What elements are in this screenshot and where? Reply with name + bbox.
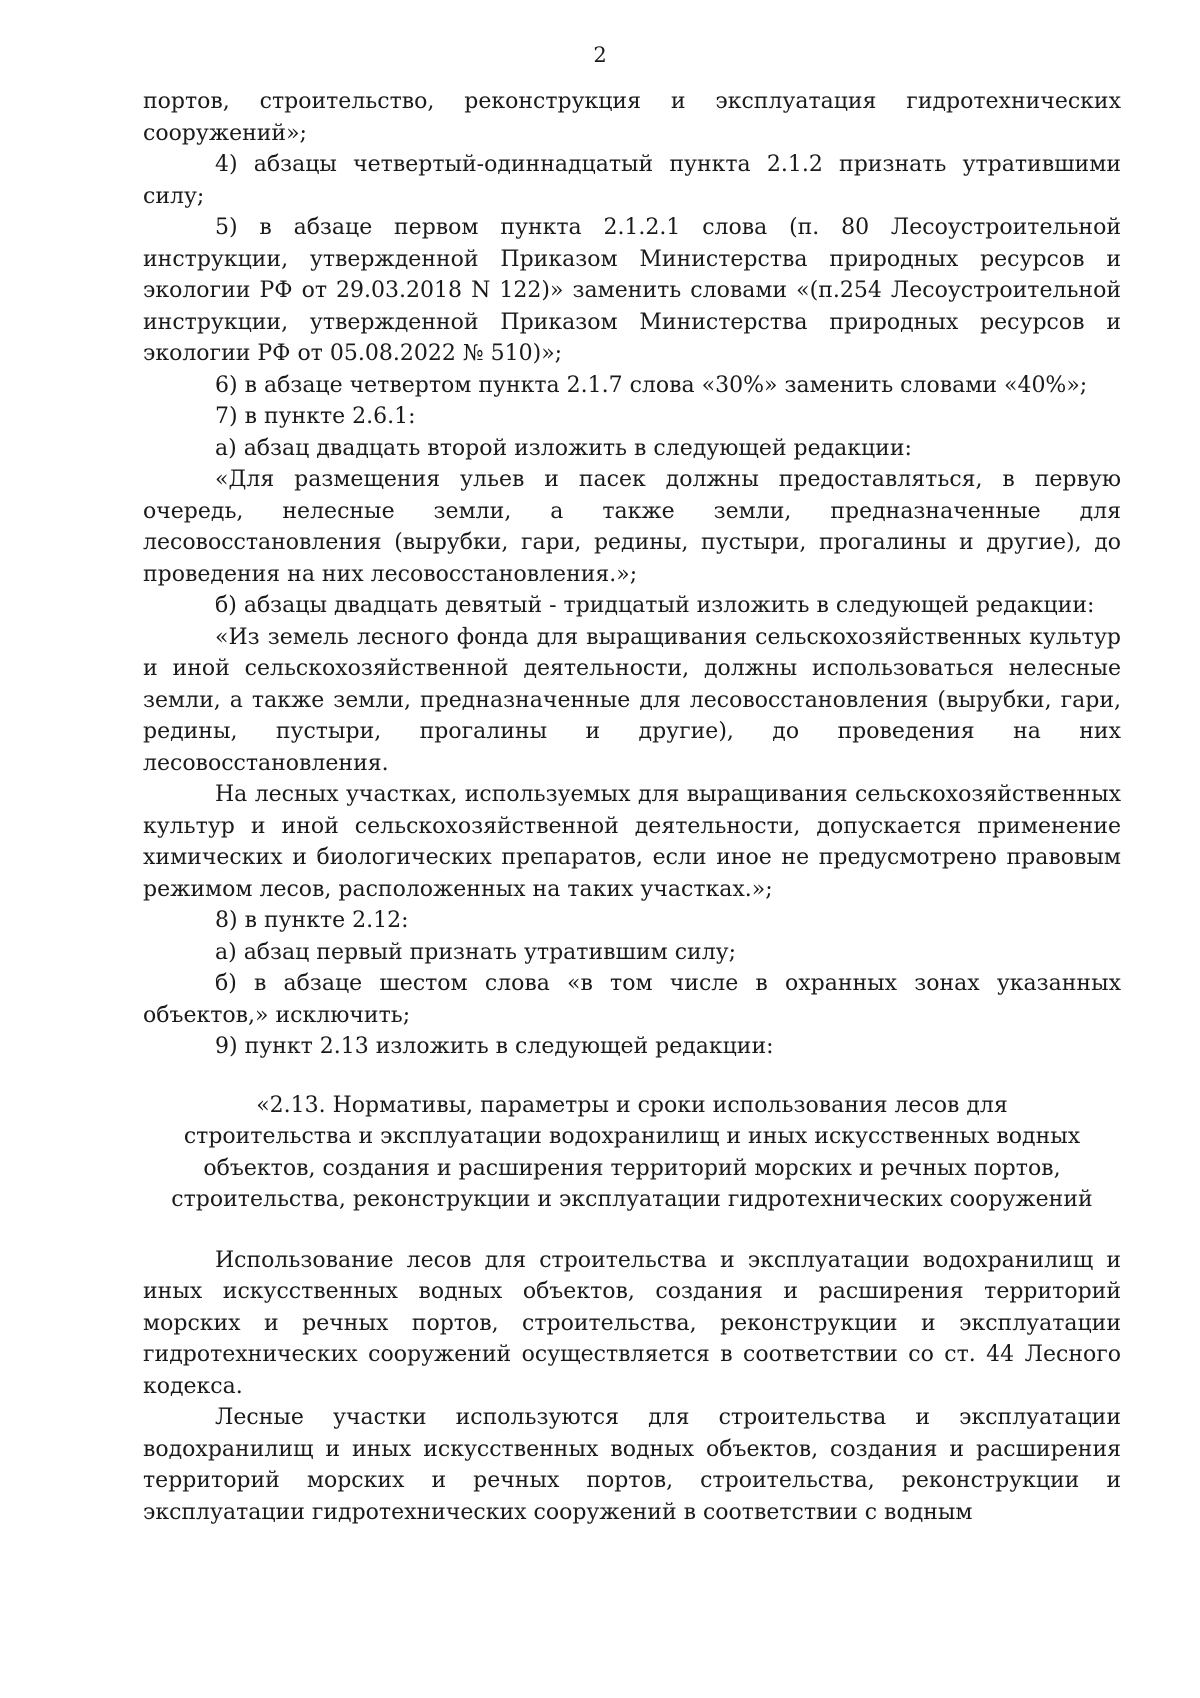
paragraph-item-4: 4) абзацы четвертый-одиннадцатый пункта 2.1.2 признать утратившими силу; [143, 152, 1121, 209]
paragraph-item-7a: а) абзац двадцать второй изложить в следующей редакции: [215, 435, 912, 461]
section-heading-line: объектов, создания и расширения территорий морских и речных портов, [203, 1155, 1061, 1181]
paragraph-item-7b: б) абзацы двадцать девятый - тридцатый изложить в следующей редакции: [215, 593, 1095, 618]
paragraph-quote-agriculture: «Из земель лесного фонда для выращивания сельскохозяйственных культур и иной сельскохозяйственной деятельности, должны использоваться нелесные земли, а также земли, предназначенные для лесовосстановления (вырубки, гари, редины, пустыри, прогалины и другие), до проведения на них лесовосстановления. [143, 624, 1121, 776]
paragraph-item-8a: а) абзац первый признать утратившим силу; [215, 939, 737, 965]
section-heading-line: «2.13. Нормативы, параметры и сроки использования лесов для [256, 1092, 1008, 1118]
section-heading-line: строительства и эксплуатации водохранилищ и иных искусственных водных [183, 1124, 1081, 1149]
paragraph-item-5: 5) в абзаце первом пункта 2.1.2.1 слова (п. 80 Лесоустроительной инструкции, утвержденной Приказом Министерства природных ресурсов и экологии РФ от 29.03.2018 N 122)» заменить словами «(п.254 Лесоустроительной инструкции, утвержденной Приказом Министерства природных ресурсов и экологии РФ от 05.08.2022 № 510)»; [143, 215, 1121, 366]
paragraph-quote-chemicals: На лесных участках, используемых для выращивания сельскохозяйственных культур и иной сельскохозяйственной деятельности, допускается применение химических и биологических препаратов, если иное не предусмотрено правовым режимом лесов, расположенных на таких участках.»; [143, 782, 1121, 902]
spacer [143, 1216, 1121, 1245]
section-paragraph-usage: Использование лесов для строительства и эксплуатации водохранилищ и иных искусственных водных объектов, создания и расширения территорий морских и речных портов, строительства, реконструкции и эксплуатации гидротехнических сооружений осуществляется в соответствии со ст. 44 Лесного кодекса. [143, 1247, 1121, 1399]
page-number: 2 [593, 43, 607, 67]
spacer [143, 1063, 1121, 1090]
section-heading-line: строительства, реконструкции и эксплуатации гидротехнических сооружений [171, 1187, 1093, 1212]
paragraph-item-9: 9) пункт 2.13 изложить в следующей редакции: [215, 1034, 774, 1059]
paragraph-continuation: портов, строительство, реконструкция и эксплуатация гидротехнических сооружений»; [143, 89, 1121, 146]
paragraph-quote-apiary: «Для размещения ульев и пасек должны предоставляться, в первую очередь, нелесные земли, а также земли, предназначенные для лесовосстановления (вырубки, гари, редины, пустыри, прогалины и другие), до проведения на них лесовосстановления.»; [143, 467, 1121, 587]
section-heading [143, 1090, 1121, 1216]
paragraph-item-8b: б) в абзаце шестом слова «в том числе в охранных зонах указанных объектов,» исключить; [143, 971, 1121, 1028]
document-body [143, 86, 1121, 1528]
paragraph-item-7: 7) в пункте 2.6.1: [215, 404, 416, 429]
section-paragraph-forest-plots: Лесные участки используются для строительства и эксплуатации водохранилищ и иных искусственных водных объектов, создания и расширения территорий морских и речных портов, строительства, реконструкции и эксплуатации гидротехнических сооружений в соответствии с водным [143, 1405, 1121, 1525]
paragraph-item-6: 6) в абзаце четвертом пункта 2.1.7 слова «30%» заменить словами «40%»; [215, 372, 1088, 398]
paragraph-item-8: 8) в пункте 2.12: [215, 908, 409, 933]
